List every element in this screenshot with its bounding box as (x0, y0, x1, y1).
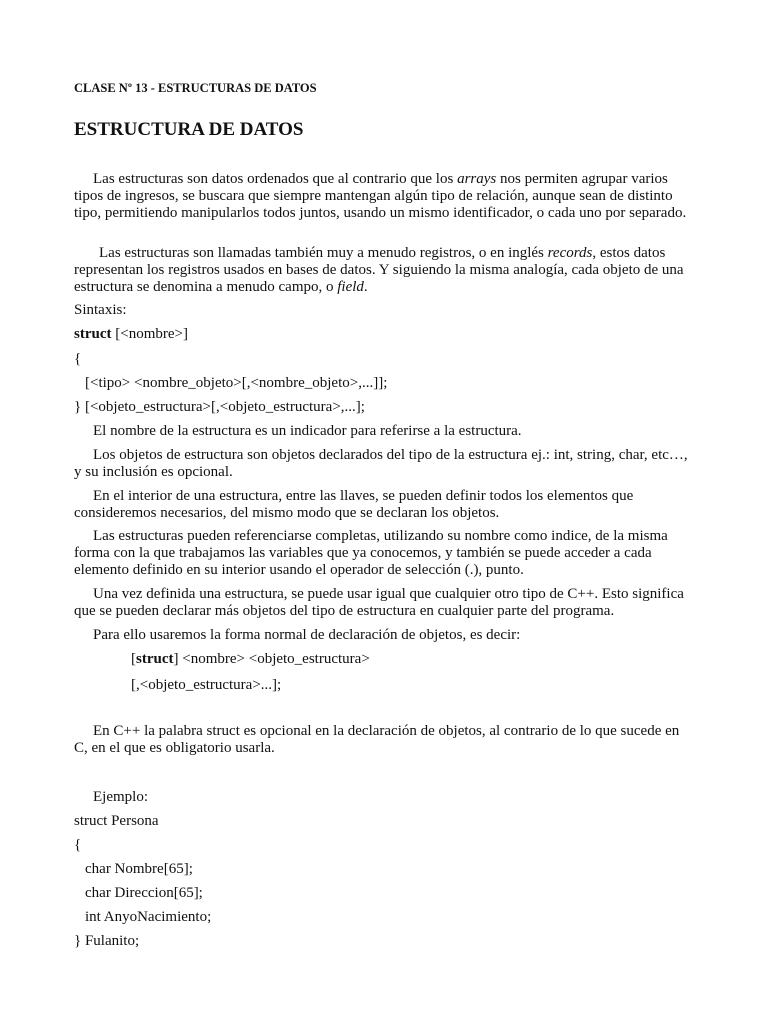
syntax-line-2: { (74, 351, 82, 367)
code-line-3: char Nombre[65]; (85, 861, 193, 877)
code-line-4: char Direccion[65]; (85, 885, 203, 901)
paragraph-records: Las estructuras son llamadas también muy a menudo registros, o en inglés records, estos datos representan los registros usados en bases de datos. Y siguiendo la misma analogía, cada objeto de una estructura se denomina a menudo campo, o field. (74, 245, 684, 295)
syntax-line-4: } [<objeto_estructura>[,<objeto_estructura>,...]; (74, 399, 365, 415)
code-line-1: struct Persona (74, 813, 159, 829)
page-title: ESTRUCTURA DE DATOS (74, 119, 304, 140)
emphasis-records: records (547, 245, 593, 261)
declaration-line-2: [,<objeto_estructura>...]; (131, 677, 282, 693)
emphasis-field: field (337, 279, 364, 295)
struct-keyword: struct (74, 326, 112, 342)
paragraph-intro: Las estructuras son datos ordenados que al contrario que los arrays nos permiten agrupar varios tipos de ingresos, se buscara que siempre mantengan algún tipo de relación, aunque sean de distinto tipo, permitiendo manipularlos todos juntos, usando un mismo identificador, o cada uno por separado. (74, 171, 687, 221)
declaration-line-1: [struct] <nombre> <objeto_estructura> (131, 651, 370, 667)
code-line-2: { (74, 837, 82, 853)
struct-keyword-decl: struct (136, 651, 174, 667)
syntax-line-3: [<tipo> <nombre_objeto>[,<nombre_objeto>,...]]; (85, 375, 388, 391)
paragraph-interior: En el interior de una estructura, entre las llaves, se pueden definir todos los elementos que consideremos necesarios, del mismo modo que se declaran los objetos. (74, 488, 634, 521)
paragraph-references: Las estructuras pueden referenciarse completas, utilizando su nombre como indice, de la misma forma con la que trabajamos las variables que ya conocemos, y también se puede acceder a cada elemento definido en su interior usando el operador de selección (.), punto. (74, 528, 668, 578)
class-header: CLASE Nº 13 - ESTRUCTURAS DE DATOS (74, 81, 317, 95)
syntax-label: Sintaxis: (74, 302, 127, 318)
code-line-6: } Fulanito; (74, 933, 140, 949)
example-label: Ejemplo: (93, 789, 148, 805)
paragraph-usage: Una vez definida una estructura, se puede usar igual que cualquier otro tipo de C++. Esto significa que se pueden declarar más objetos del tipo de estructura en cualquier parte del programa. (74, 586, 684, 619)
paragraph-declaration: Para ello usaremos la forma normal de declaración de objetos, es decir: (93, 627, 521, 643)
syntax-line-1: struct [<nombre>] (74, 326, 188, 342)
paragraph-objects: Los objetos de estructura son objetos declarados del tipo de la estructura ej.: int, string, char, etc…, y su inclusión es opcional. (74, 447, 688, 480)
paragraph-cpp-note: En C++ la palabra struct es opcional en la declaración de objetos, al contrario de lo que sucede en C, en el que es obligatorio usarla. (74, 723, 680, 756)
code-line-5: int AnyoNacimiento; (85, 909, 212, 925)
paragraph-name: El nombre de la estructura es un indicador para referirse a la estructura. (93, 423, 522, 439)
emphasis-arrays: arrays (457, 171, 497, 187)
